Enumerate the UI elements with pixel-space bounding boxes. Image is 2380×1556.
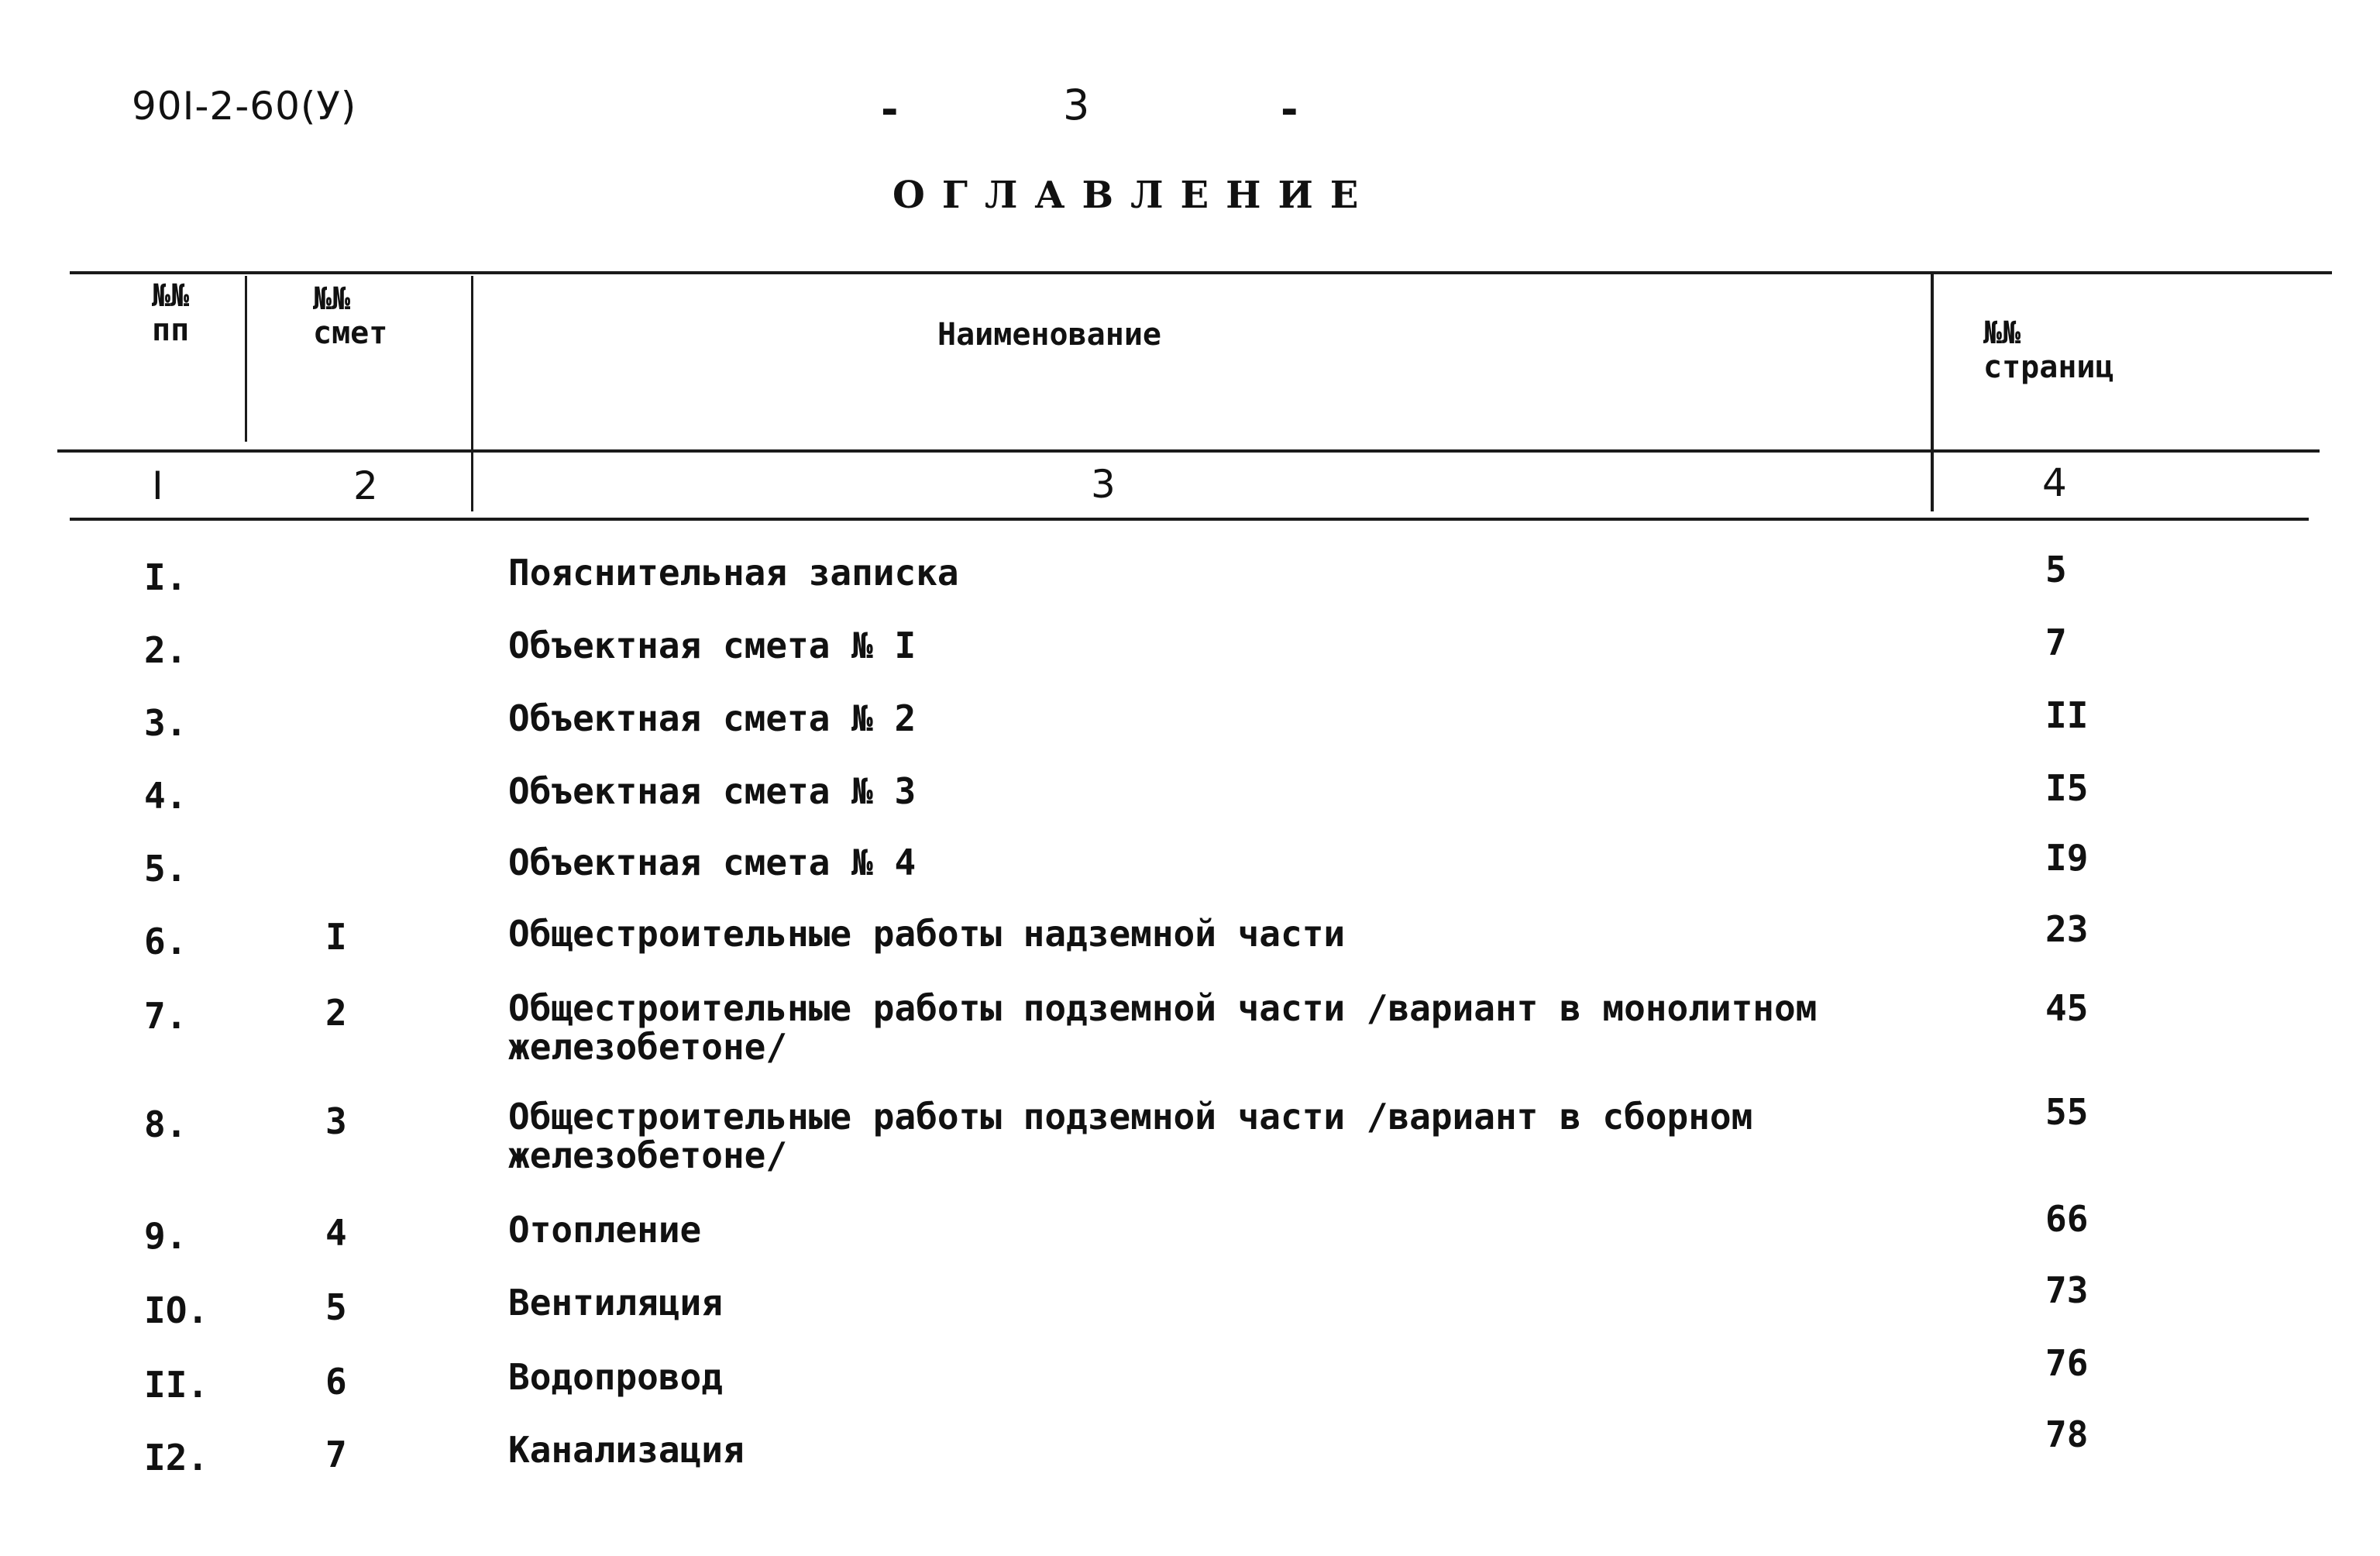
row-2-name: Объектная смета № I xyxy=(508,625,917,666)
row-3-name: Объектная смета № 2 xyxy=(508,697,917,739)
table-top-rule xyxy=(70,271,2332,274)
row-9-number: 9. xyxy=(144,1215,187,1257)
column-divider-3 xyxy=(1931,273,1934,511)
page-dash-left: - xyxy=(877,85,903,134)
row-6-page: 23 xyxy=(2045,908,2089,950)
document-code: 90I-2-60(У) xyxy=(132,84,357,129)
table-of-contents-title: ОГЛАВЛЕНИЕ xyxy=(892,174,1376,217)
row-12-estimate: 7 xyxy=(325,1434,347,1475)
column-number-1: I xyxy=(152,463,163,508)
row-11-page: 76 xyxy=(2045,1342,2089,1384)
row-9-estimate: 4 xyxy=(325,1212,347,1254)
row-1-name: Пояснительная записка xyxy=(508,552,959,594)
row-10-page: 73 xyxy=(2045,1269,2089,1311)
row-5-name: Объектная смета № 4 xyxy=(508,842,917,883)
column-divider-2 xyxy=(471,276,473,511)
row-1-number: I. xyxy=(144,556,187,598)
row-12-number: I2. xyxy=(144,1437,209,1479)
row-1-page: 5 xyxy=(2045,549,2067,590)
column-number-3: 3 xyxy=(1091,462,1116,507)
row-7-number: 7. xyxy=(144,995,187,1037)
row-7-name: Общестроительные работы подземной части /вариант в монолитном железобетоне/ xyxy=(508,987,1818,1068)
page-number: 3 xyxy=(1063,81,1090,129)
header-bottom-rule xyxy=(57,449,2320,453)
row-12-name: Канализация xyxy=(508,1429,745,1471)
row-5-number: 5. xyxy=(144,848,187,890)
row-6-number: 6. xyxy=(144,921,187,962)
column-number-4: 4 xyxy=(2042,460,2067,505)
row-11-estimate: 6 xyxy=(325,1361,347,1403)
row-2-page: 7 xyxy=(2045,621,2067,663)
row-11-name: Водопровод xyxy=(508,1356,723,1398)
row-11-number: II. xyxy=(144,1364,209,1406)
header-row-number: №№ пп xyxy=(152,278,190,348)
row-8-page: 55 xyxy=(2045,1091,2089,1133)
page-dash-right: - xyxy=(1277,85,1302,134)
column-divider-1 xyxy=(245,276,247,442)
row-6-estimate: I xyxy=(325,916,347,958)
row-10-name: Вентиляция xyxy=(508,1282,723,1324)
row-6-name: Общестроительные работы надземной части xyxy=(508,913,1346,955)
row-8-name: Общестроительные работы подземной части /вариант в сборном железобетоне/ xyxy=(508,1096,1753,1176)
row-9-name: Отопление xyxy=(508,1209,702,1251)
header-estimate-number: №№ смет xyxy=(313,281,388,351)
row-3-page: II xyxy=(2045,694,2089,736)
row-10-number: IO. xyxy=(144,1289,209,1331)
row-4-name: Объектная смета № 3 xyxy=(508,770,917,812)
header-page-number: №№ страниц xyxy=(1983,315,2114,385)
row-7-estimate: 2 xyxy=(325,992,347,1034)
row-8-number: 8. xyxy=(144,1103,187,1145)
row-5-page: I9 xyxy=(2045,837,2089,879)
column-number-2: 2 xyxy=(353,463,378,508)
column-numbers-bottom-rule xyxy=(70,518,2309,521)
row-10-estimate: 5 xyxy=(325,1286,347,1328)
row-12-page: 78 xyxy=(2045,1413,2089,1455)
row-9-page: 66 xyxy=(2045,1198,2089,1240)
row-3-number: 3. xyxy=(144,702,187,744)
row-7-page: 45 xyxy=(2045,987,2089,1029)
row-4-number: 4. xyxy=(144,775,187,817)
row-2-number: 2. xyxy=(144,629,187,671)
row-8-estimate: 3 xyxy=(325,1100,347,1142)
header-name: Наименование xyxy=(937,317,1161,353)
row-4-page: I5 xyxy=(2045,767,2089,809)
